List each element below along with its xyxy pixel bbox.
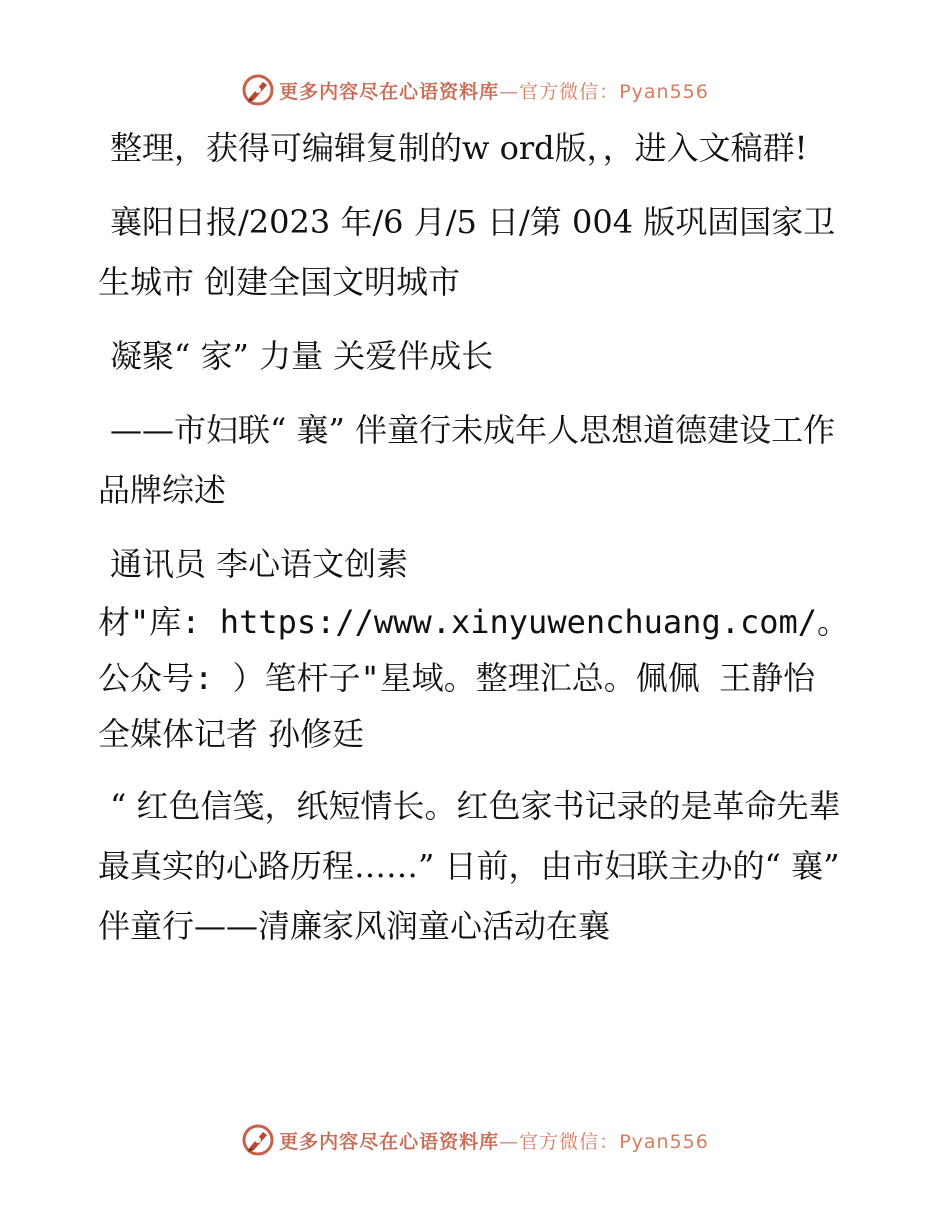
footer-watermark: [0, 1120, 950, 1160]
watermark-text: [279, 1127, 709, 1154]
watermark-brand: 更多内容尽在心语资料库: [279, 1130, 500, 1153]
byline-correspondent: 通讯员 李心语文创素: [110, 545, 409, 583]
watermark-brand: 更多内容尽在心语资料库: [279, 80, 500, 103]
watermark-wechat-label: 官方微信：: [519, 1130, 620, 1153]
source-line: 襄阳日报/2023 年/6 月/5 日/第 004 版巩固国家卫生城市 创建全国文明城市: [98, 203, 836, 301]
watermark-account: Pyan556: [619, 1130, 709, 1153]
article-subtitle: ——市妇联“ 襄” 伴童行未成年人思想道德建设工作品牌综述: [98, 411, 836, 509]
watermark-wechat-label: 官方微信：: [519, 80, 620, 103]
byline-continued: 材"库: https://www.xinyuwenchuang.com/。公众号: ）笔杆子"星域。整理汇总。佩佩 王静怡: [98, 603, 850, 697]
intro-paragraph: 整理，获得可编辑复制的w ord版，，进入文稿群!: [110, 129, 808, 167]
pen-logo-icon: [241, 1123, 275, 1157]
watermark-account: Pyan556: [619, 80, 709, 103]
header-watermark: [0, 70, 950, 110]
byline-reporter: 全媒体记者 孙修廷: [98, 715, 365, 753]
pen-logo-icon: [241, 73, 275, 107]
document-body: [98, 118, 858, 956]
body-paragraph: “ 红色信笺，纸短情长。红色家书记录的是革命先辈最真实的心路历程……” 日前，由市妇联主办的“ 襄” 伴童行——清廉家风润童心活动在襄: [98, 787, 841, 945]
watermark-separator: —: [499, 1130, 520, 1153]
watermark-text: [279, 77, 709, 104]
watermark-separator: —: [499, 80, 520, 103]
article-title: 凝聚“ 家” 力量 关爱伴成长: [110, 337, 494, 375]
